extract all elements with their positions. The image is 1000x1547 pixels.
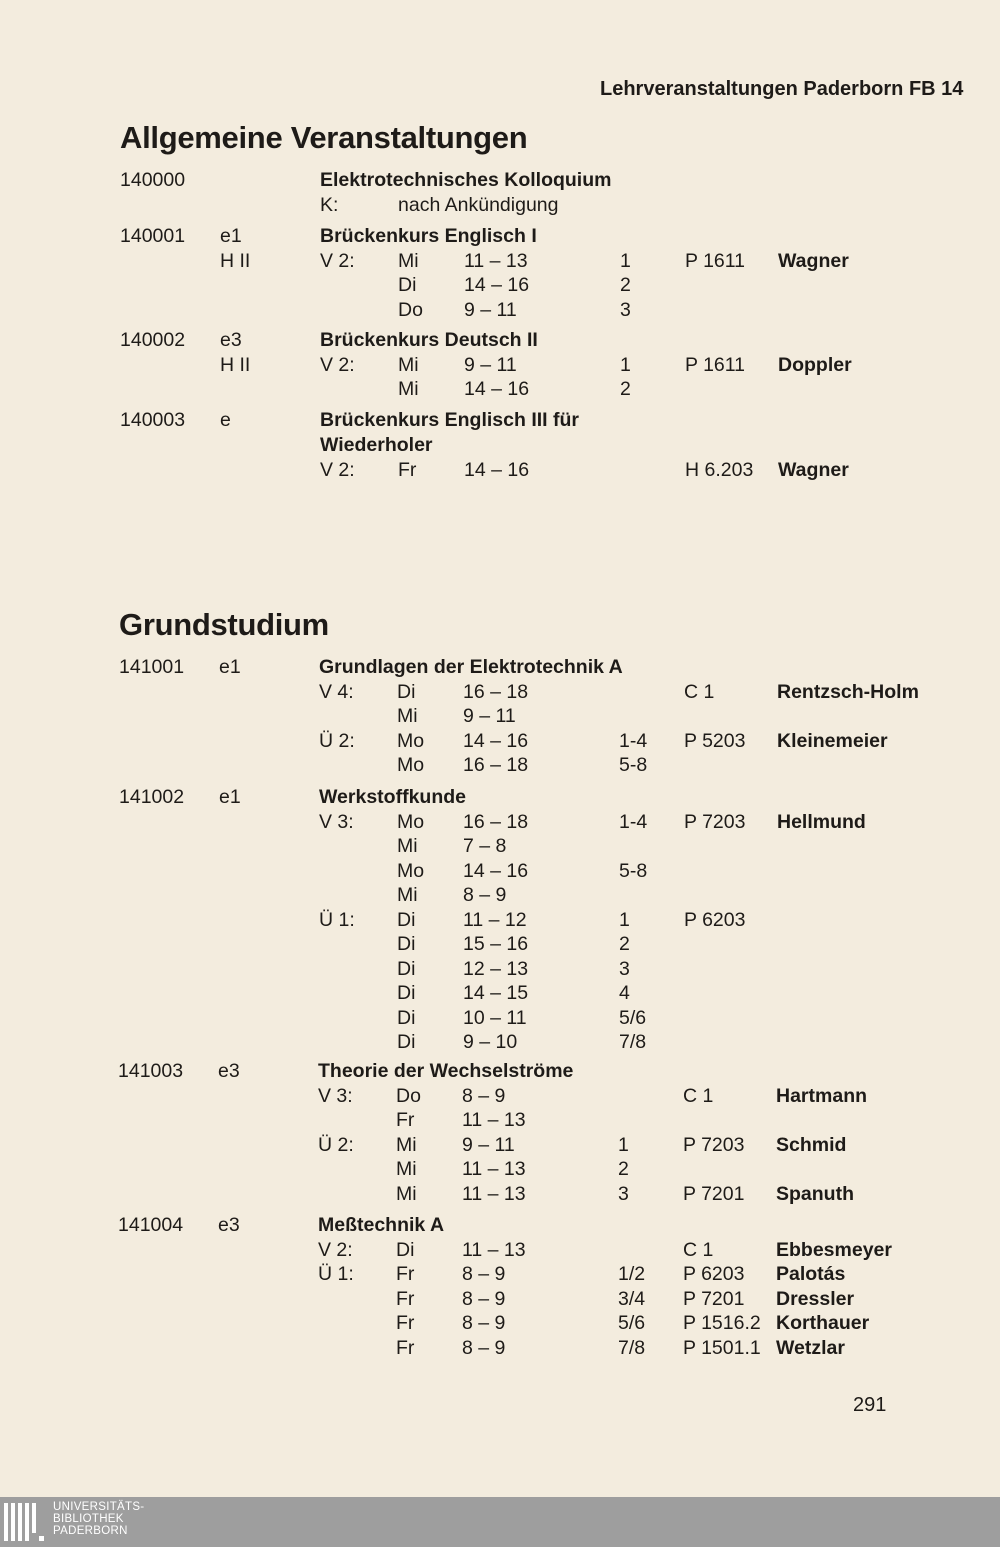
session-room: P 1611 <box>685 249 746 272</box>
library-logo-icon <box>4 1503 46 1541</box>
session-group: 2 <box>620 274 631 296</box>
session-day: Mi <box>397 835 418 857</box>
course-type: e1 <box>220 225 242 247</box>
session-time: 11 – 13 <box>462 1158 526 1180</box>
session-group: 5-8 <box>619 754 648 776</box>
session-day: Di <box>397 680 416 703</box>
detail-text: nach Ankündigung <box>398 193 559 216</box>
session-group: 1 <box>620 353 631 376</box>
session-room: P 7201 <box>683 1287 745 1310</box>
session-room: C 1 <box>684 680 715 703</box>
session-group: 3 <box>620 298 631 321</box>
session-day: Mi <box>396 1133 417 1156</box>
session-group: 2 <box>619 933 630 955</box>
session-time: 11 – 12 <box>463 908 527 931</box>
session-room: P 1611 <box>685 353 746 376</box>
session-group: 2 <box>620 378 631 400</box>
session-day: Do <box>398 298 423 321</box>
session-day: Fr <box>396 1312 415 1334</box>
session-time: 11 – 13 <box>464 249 528 272</box>
session-room: P 1516.2 <box>683 1312 761 1334</box>
session-day: Mi <box>398 353 419 376</box>
session-day: Di <box>397 908 416 931</box>
session-kind: V 2: <box>320 249 355 272</box>
course-type: e3 <box>218 1060 240 1082</box>
session-group: 2 <box>618 1158 629 1180</box>
session-kind: Ü 1: <box>319 908 355 931</box>
session-lecturer: Ebbesmeyer <box>776 1238 892 1261</box>
session-day: Di <box>397 933 416 955</box>
page-number: 291 <box>853 1394 887 1416</box>
session-kind: Ü 2: <box>318 1133 354 1156</box>
session-time: 8 – 9 <box>462 1263 506 1285</box>
session-kind: V 2: <box>320 459 355 481</box>
session-day: Mi <box>398 249 419 272</box>
session-lecturer: Kleinemeier <box>777 729 888 752</box>
course-type: e1 <box>219 786 241 808</box>
session-room: P 7203 <box>683 1133 745 1156</box>
session-day: Mi <box>397 705 418 727</box>
session-group: 1 <box>620 249 631 272</box>
course-number: 140000 <box>120 169 186 191</box>
session-time: 14 – 16 <box>464 459 530 481</box>
session-group: 5/6 <box>618 1312 646 1334</box>
course-title: Elektrotechnisches Kolloquium <box>320 169 612 191</box>
course-title: Brückenkurs Englisch III für <box>320 409 579 431</box>
session-day: Mi <box>396 1158 417 1180</box>
session-day: Mi <box>398 378 419 400</box>
session-time: 14 – 16 <box>463 859 529 882</box>
course-number: 140001 <box>120 225 186 247</box>
session-time: 8 – 9 <box>463 884 507 906</box>
session-time: 8 – 9 <box>462 1312 506 1334</box>
course-title: Theorie der Wechselströme <box>318 1060 574 1082</box>
library-name <box>53 1501 144 1537</box>
session-group: 1 <box>618 1133 629 1156</box>
session-lecturer: Korthauer <box>776 1312 870 1334</box>
session-room: P 6203 <box>684 908 746 931</box>
session-time: 9 – 10 <box>463 1031 518 1053</box>
session-time: 7 – 8 <box>463 835 507 857</box>
course-title-line2: Wiederholer <box>320 433 433 456</box>
session-day: Mo <box>397 859 425 882</box>
session-time: 14 – 16 <box>463 729 529 752</box>
session-group: 4 <box>619 982 630 1004</box>
session-day: Mo <box>397 810 425 833</box>
session-room: P 7201 <box>683 1182 745 1205</box>
session-lecturer: Rentzsch-Holm <box>777 680 919 703</box>
course-type: e1 <box>219 656 241 678</box>
section-heading-allgemeine: Allgemeine Veranstaltungen <box>120 120 528 155</box>
session-lecturer: Palotás <box>776 1263 846 1285</box>
session-kind: V 4: <box>319 680 354 703</box>
session-day: Mi <box>397 884 418 906</box>
course-title: Werkstoffkunde <box>319 786 466 808</box>
session-day: Mo <box>397 729 425 752</box>
session-room: P 1501.1 <box>683 1336 761 1359</box>
session-group: 1-4 <box>619 810 648 833</box>
session-day: Di <box>397 1006 416 1029</box>
session-kind: V 3: <box>318 1084 353 1107</box>
session-lecturer: Hellmund <box>777 810 866 833</box>
course-title: Brückenkurs Englisch I <box>320 225 537 247</box>
session-lecturer: Schmid <box>776 1133 847 1156</box>
session-group: 7/8 <box>619 1031 647 1053</box>
session-kind: Ü 1: <box>318 1263 354 1285</box>
session-day: Fr <box>398 459 417 481</box>
session-day: Di <box>397 982 416 1004</box>
session-time: 11 – 13 <box>462 1182 526 1205</box>
course-number: 141003 <box>118 1060 184 1082</box>
session-time: 9 – 11 <box>464 353 517 376</box>
detail-label: K: <box>320 193 339 216</box>
session-room: C 1 <box>683 1084 714 1107</box>
session-time: 11 – 13 <box>462 1109 526 1131</box>
session-day: Do <box>396 1084 421 1107</box>
session-kind: V 3: <box>319 810 354 833</box>
library-name-line1: UNIVERSITÄTS- <box>53 1501 145 1513</box>
course-level: H II <box>220 353 251 376</box>
course-title: Brückenkurs Deutsch II <box>320 329 538 351</box>
session-kind: Ü 2: <box>319 729 355 752</box>
session-time: 8 – 9 <box>462 1084 506 1107</box>
session-day: Di <box>397 1031 416 1053</box>
session-lecturer: Wetzlar <box>776 1336 845 1359</box>
course-number: 141002 <box>119 786 185 808</box>
session-day: Di <box>398 274 417 296</box>
course-title: Meßtechnik A <box>318 1214 445 1236</box>
session-day: Fr <box>396 1263 415 1285</box>
session-lecturer: Hartmann <box>776 1084 868 1107</box>
session-day: Mo <box>397 754 425 776</box>
session-lecturer: Wagner <box>778 249 849 272</box>
session-lecturer: Wagner <box>778 459 849 481</box>
session-time: 9 – 11 <box>462 1133 515 1156</box>
course-number: 141004 <box>118 1214 184 1236</box>
course-level: H II <box>220 249 251 272</box>
section-heading-grundstudium: Grundstudium <box>119 607 329 642</box>
session-group: 1/2 <box>618 1263 646 1285</box>
session-room: P 5203 <box>684 729 746 752</box>
session-room: P 7203 <box>684 810 746 833</box>
session-day: Mi <box>396 1182 417 1205</box>
course-number: 141001 <box>119 656 185 678</box>
session-time: 16 – 18 <box>463 680 529 703</box>
session-room: H 6.203 <box>685 459 754 481</box>
session-day: Fr <box>396 1287 415 1310</box>
session-time: 16 – 18 <box>463 754 529 776</box>
library-name-line2: BIBLIOTHEK <box>53 1513 124 1525</box>
session-group: 5-8 <box>619 859 648 882</box>
course-type: e3 <box>220 329 242 351</box>
library-footer-bar <box>0 1497 1000 1547</box>
session-day: Fr <box>396 1336 415 1359</box>
session-group: 7/8 <box>618 1336 646 1359</box>
session-lecturer: Spanuth <box>776 1182 854 1205</box>
session-group: 5/6 <box>619 1006 647 1029</box>
course-number: 140003 <box>120 409 186 431</box>
session-time: 8 – 9 <box>462 1287 506 1310</box>
session-time: 14 – 15 <box>463 982 529 1004</box>
library-name-line3: PADERBORN <box>53 1525 128 1537</box>
session-time: 15 – 16 <box>463 933 529 955</box>
course-type: e3 <box>218 1214 240 1236</box>
running-head: Lehrveranstaltungen Paderborn FB 14 <box>600 78 964 100</box>
session-group: 3 <box>618 1182 629 1205</box>
session-day: Di <box>396 1238 415 1261</box>
session-time: 12 – 13 <box>463 957 529 980</box>
session-room: C 1 <box>683 1238 714 1261</box>
course-type: e <box>220 409 231 431</box>
session-lecturer: Dressler <box>776 1287 855 1310</box>
session-group: 3 <box>619 957 630 980</box>
session-group: 3/4 <box>618 1287 646 1310</box>
session-time: 8 – 9 <box>462 1336 506 1359</box>
session-time: 11 – 13 <box>462 1238 526 1261</box>
session-kind: V 2: <box>320 353 355 376</box>
session-room: P 6203 <box>683 1263 745 1285</box>
session-group: 1-4 <box>619 729 648 752</box>
session-time: 9 – 11 <box>463 705 516 727</box>
session-time: 16 – 18 <box>463 810 529 833</box>
session-time: 10 – 11 <box>463 1006 527 1029</box>
course-number: 140002 <box>120 329 186 351</box>
session-time: 14 – 16 <box>464 274 530 296</box>
session-day: Fr <box>396 1109 415 1131</box>
session-time: 14 – 16 <box>464 378 530 400</box>
session-kind: V 2: <box>318 1238 353 1261</box>
session-time: 9 – 11 <box>464 298 517 321</box>
session-lecturer: Doppler <box>778 353 852 376</box>
session-day: Di <box>397 957 416 980</box>
session-group: 1 <box>619 908 630 931</box>
course-title: Grundlagen der Elektrotechnik A <box>319 656 623 678</box>
